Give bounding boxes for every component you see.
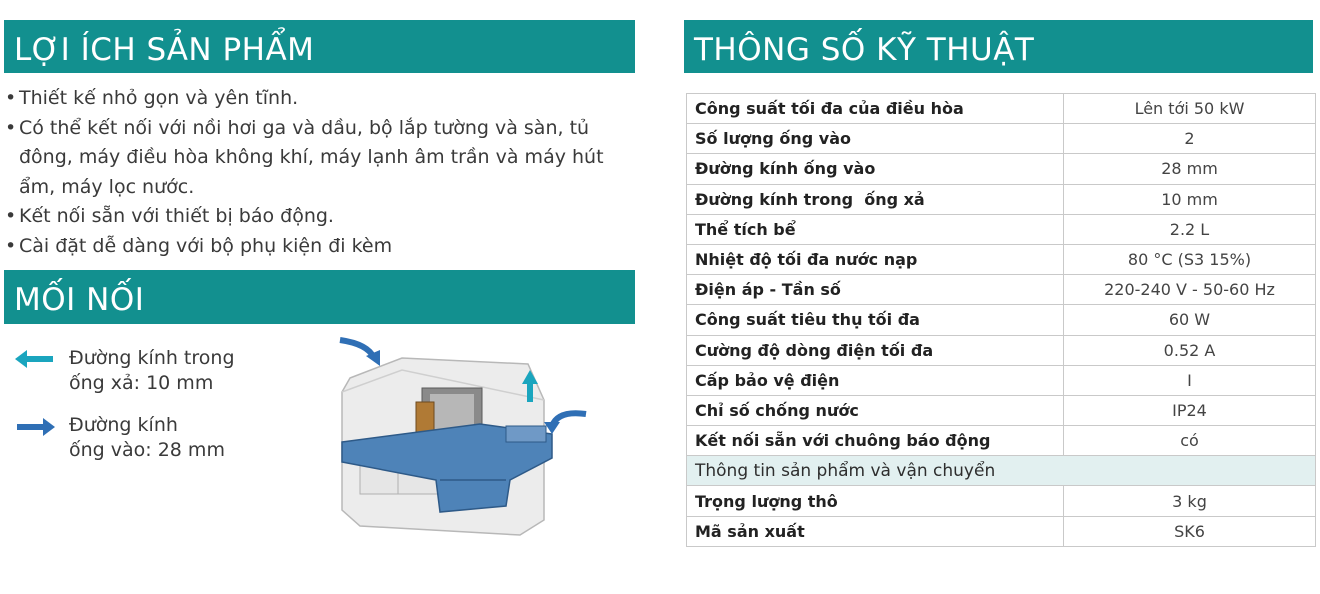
benefit-item: • Có thể kết nối với nồi hơi ga và dầu, bộ lắp tường và sàn, tủ đông, máy điều hòa không khí, máy lạnh âm trần và máy hút ẩm, máy lọc nước.	[5, 114, 635, 203]
table-row	[687, 335, 1316, 365]
arrow-left-icon	[15, 348, 55, 370]
spec-label: Số lượng ống vào	[687, 124, 1064, 154]
spec-label: Cấp bảo vệ điện	[687, 365, 1064, 395]
table-row	[687, 214, 1316, 244]
table-row	[687, 516, 1316, 546]
specs-table	[686, 93, 1316, 547]
spec-label: Cường độ dòng điện tối đa	[687, 335, 1064, 365]
spec-label: Nhiệt độ tối đa nước nạp	[687, 244, 1064, 274]
arrow-right-icon	[15, 416, 55, 438]
table-row	[687, 154, 1316, 184]
benefit-item: • Cài đặt dễ dàng với bộ phụ kiện đi kèm	[5, 232, 635, 262]
spec-value: có	[1064, 426, 1316, 456]
spec-value: IP24	[1064, 395, 1316, 425]
spec-label: Đường kính ống vào	[687, 154, 1064, 184]
benefits-heading: LỢI ÍCH SẢN PHẨM	[4, 20, 635, 73]
table-row	[687, 275, 1316, 305]
spec-value: SK6	[1064, 516, 1316, 546]
connections-heading: MỐI NỐI	[4, 270, 635, 324]
section-row	[687, 456, 1316, 486]
inlet-label-line2: ống vào: 28 mm	[69, 439, 225, 461]
spec-label: Mã sản xuất	[687, 516, 1064, 546]
section-title: Thông tin sản phẩm và vận chuyển	[687, 456, 1316, 486]
spec-label: Chỉ số chống nước	[687, 395, 1064, 425]
spec-value: 2	[1064, 124, 1316, 154]
spec-value: 60 W	[1064, 305, 1316, 335]
spec-value: I	[1064, 365, 1316, 395]
outlet-label-line1: Đường kính trong	[69, 347, 235, 369]
spec-label: Kết nối sẵn với chuông báo động	[687, 426, 1064, 456]
table-row	[687, 244, 1316, 274]
table-row	[687, 94, 1316, 124]
inlet-label-line1: Đường kính	[69, 414, 178, 436]
table-row	[687, 486, 1316, 516]
spec-label: Công suất tối đa của điều hòa	[687, 94, 1064, 124]
spec-value: 3 kg	[1064, 486, 1316, 516]
spec-value: 220-240 V - 50-60 Hz	[1064, 275, 1316, 305]
spec-label: Trọng lượng thô	[687, 486, 1064, 516]
spec-label: Điện áp - Tần số	[687, 275, 1064, 305]
specs-heading: THÔNG SỐ KỸ THUẬT	[684, 20, 1313, 73]
table-row	[687, 184, 1316, 214]
table-row	[687, 395, 1316, 425]
benefit-item: • Kết nối sẵn với thiết bị báo động.	[5, 202, 635, 232]
spec-label: Thể tích bể	[687, 214, 1064, 244]
benefits-list	[5, 84, 635, 261]
table-row	[687, 124, 1316, 154]
table-row	[687, 426, 1316, 456]
spec-value: 10 mm	[1064, 184, 1316, 214]
spec-value: 2.2 L	[1064, 214, 1316, 244]
spec-value: 28 mm	[1064, 154, 1316, 184]
spec-value: 80 °C (S3 15%)	[1064, 244, 1316, 274]
table-row	[687, 365, 1316, 395]
table-row	[687, 305, 1316, 335]
spec-label: Đường kính trong ống xả	[687, 184, 1064, 214]
outlet-label-line2: ống xả: 10 mm	[69, 372, 214, 394]
spec-value: 0.52 A	[1064, 335, 1316, 365]
spec-value: Lên tới 50 kW	[1064, 94, 1316, 124]
spec-label: Công suất tiêu thụ tối đa	[687, 305, 1064, 335]
condensate-pump-illustration	[330, 330, 592, 540]
benefit-item: • Thiết kế nhỏ gọn và yên tĩnh.	[5, 84, 635, 114]
